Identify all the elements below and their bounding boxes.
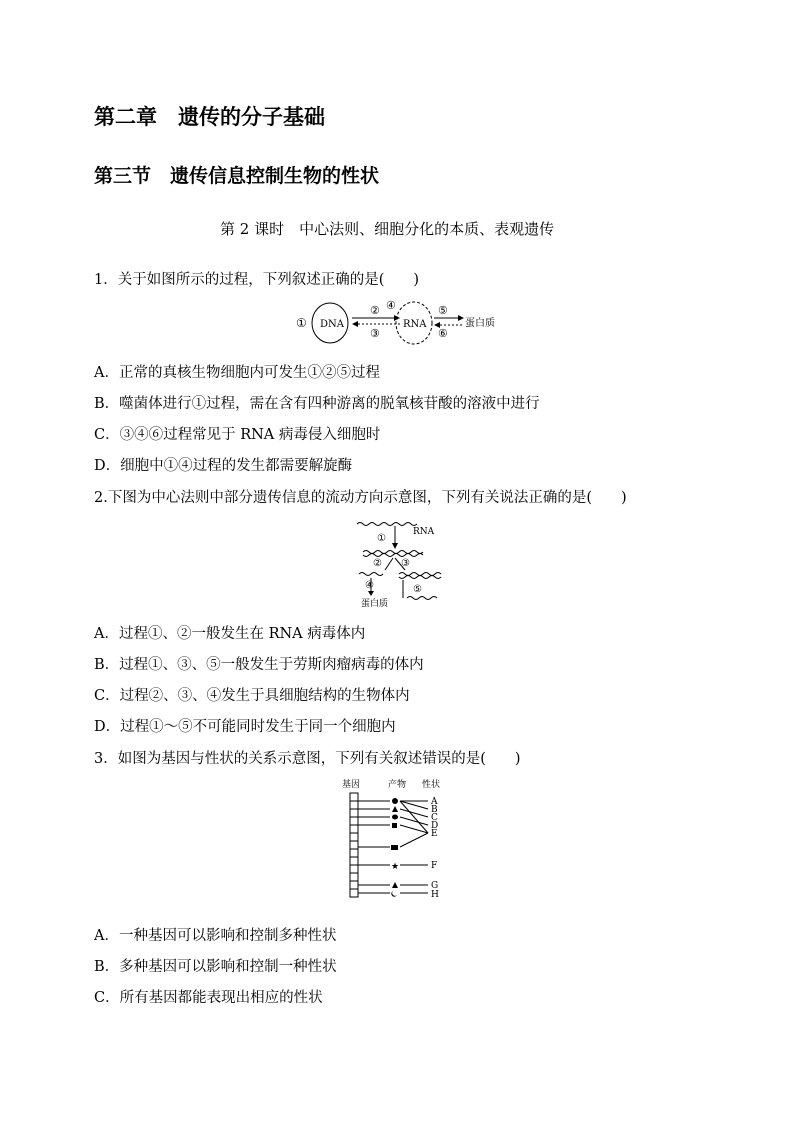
question-2-option-d[interactable]: D．过程①～⑤不可能同时发生于同一个细胞内	[94, 719, 396, 735]
protein-label: 蛋白质	[465, 318, 495, 329]
question-2-stem: 2.下图为中心法则中部分遗传信息的流动方向示意图，下列有关说法正确的是( )	[94, 490, 627, 506]
dna-daughter-strand	[359, 573, 383, 576]
gene-column-label: 基因	[342, 780, 361, 790]
svg-text:★: ★	[391, 862, 400, 872]
lesson-title: 第 2 课时 中心法则、细胞分化的本质、表观遗传	[220, 220, 555, 238]
question-3-figure	[340, 777, 460, 905]
process-4-label: ④	[365, 580, 374, 591]
question-2-figure	[355, 516, 465, 612]
question-1-figure	[290, 297, 510, 349]
replication-arrow	[385, 558, 393, 570]
trait-column-label: 性状	[422, 780, 441, 790]
process-6-label: ⑥	[438, 327, 448, 340]
trait-label: B	[431, 805, 438, 815]
mrna-strand	[399, 576, 441, 579]
protein-label: 蛋白质	[361, 599, 389, 609]
process-1-label: ①	[296, 316, 307, 330]
rna-strand	[357, 523, 417, 526]
question-1-option-b[interactable]: B．噬菌体进行①过程，需在含有四种游离的脱氧核苷酸的溶液中进行	[94, 396, 540, 412]
rna-label: RNA	[403, 319, 427, 330]
dna-double-strand	[363, 554, 423, 557]
question-1-option-a[interactable]: A．正常的真核生物细胞内可发生①②⑤过程	[94, 365, 380, 381]
question-3-option-c[interactable]: C．所有基因都能表现出相应的性状	[94, 990, 323, 1006]
process-3-label: ③	[401, 558, 410, 569]
arrow-head-icon	[352, 321, 358, 327]
question-2-option-c[interactable]: C．过程②、③、④发生于具细胞结构的生物体内	[94, 688, 410, 704]
question-2-option-a[interactable]: A．过程①、②一般发生在 RNA 病毒体内	[94, 626, 366, 642]
trait-label: E	[431, 829, 438, 839]
trait-label: F	[431, 861, 438, 871]
process-2-label: ②	[370, 304, 380, 317]
arrow-head-icon	[392, 543, 398, 549]
question-3-option-b[interactable]: B．多种基因可以影响和控制一种性状	[94, 959, 337, 975]
process-5-label: ⑤	[413, 584, 422, 595]
product-column-label: 产物	[388, 780, 407, 790]
question-3-stem: 3．如图为基因与性状的关系示意图，下列有关叙述错误的是( )	[94, 751, 521, 767]
process-4-label: ④	[386, 299, 396, 312]
question-3-option-a[interactable]: A．一种基因可以影响和控制多种性状	[94, 928, 337, 944]
arrow-head-icon	[368, 591, 374, 596]
rna-product-strand	[407, 597, 437, 600]
chromosome-bands	[350, 801, 358, 889]
product-to-trait-arrows	[400, 801, 428, 893]
trait-label: C	[431, 813, 438, 823]
process-1-label: ①	[377, 533, 386, 544]
trait-labels	[430, 797, 439, 900]
process-2-label: ②	[373, 558, 382, 569]
question-1-option-d[interactable]: D．细胞中①④过程的发生都需要解旋酶	[94, 458, 353, 474]
rna-label: RNA	[413, 527, 435, 537]
process-5-label: ⑤	[438, 304, 448, 317]
question-1-option-c[interactable]: C．③④⑥过程常见于 RNA 病毒侵入细胞时	[94, 427, 381, 443]
gene-to-product-arrows	[358, 801, 390, 893]
section-title: 第三节 遗传信息控制生物的性状	[94, 165, 380, 187]
question-2-option-b[interactable]: B．过程①、③、⑤一般发生于劳斯肉瘤病毒的体内	[94, 657, 424, 673]
chapter-title: 第二章 遗传的分子基础	[94, 104, 325, 129]
dna-label: DNA	[320, 319, 344, 330]
product-shapes	[391, 798, 399, 897]
process-3-label: ③	[370, 327, 380, 340]
trait-label: G	[431, 881, 439, 891]
trait-label: D	[431, 821, 439, 831]
arrow-head-icon	[458, 315, 464, 321]
trait-label: A	[431, 797, 438, 807]
trait-label: H	[431, 890, 439, 900]
question-1-stem: 1．关于如图所示的过程，下列叙述正确的是( )	[94, 272, 420, 288]
